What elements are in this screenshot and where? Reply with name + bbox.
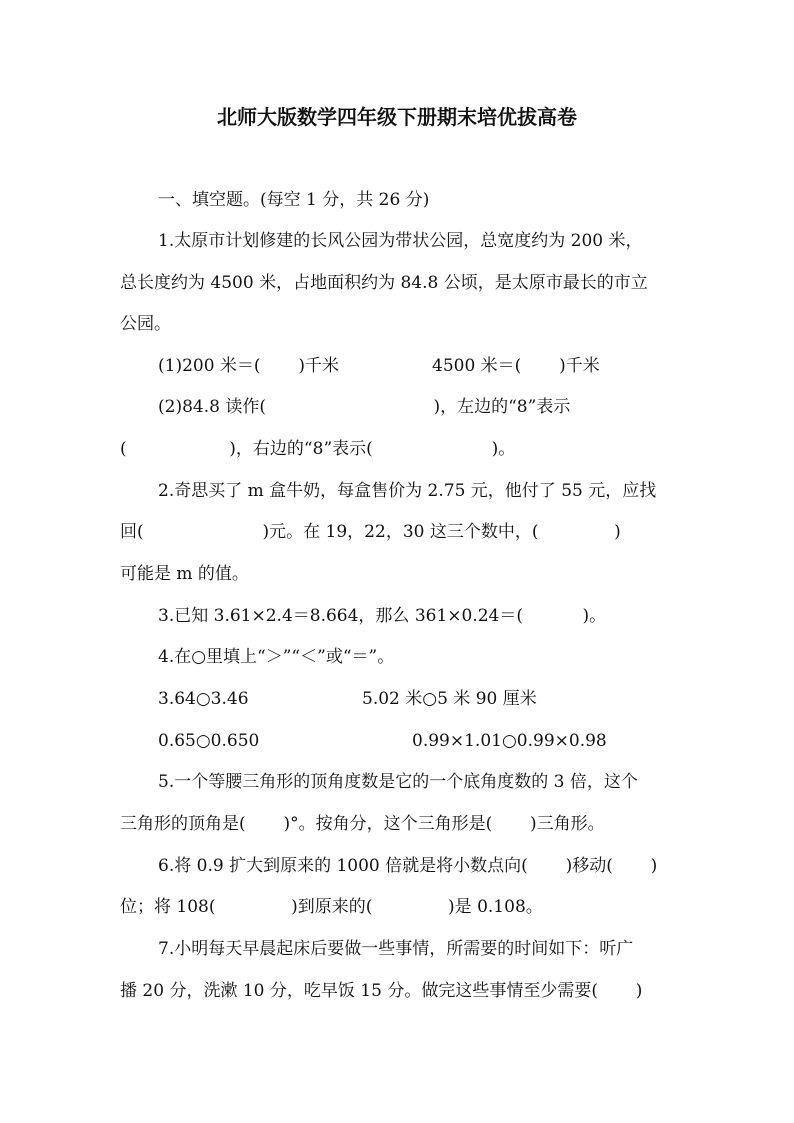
question-1-part-1a: (1)200 米＝( )千米 (158, 356, 340, 376)
question-1-line-1: 1.太原市计划修建的长风公园为带状公园，总宽度约为 200 米， (158, 231, 643, 251)
question-4-item-c: 0.65○0.650 (158, 731, 260, 751)
question-1-part-1b: 4500 米＝( )千米 (432, 356, 600, 376)
question-1-line-2: 总长度约为 4500 米，占地面积约为 84.8 公顷，是太原市最长的市立 (120, 273, 648, 293)
question-2-line-1: 2.奇思买了 m 盒牛奶，每盒售价为 2.75 元，他付了 55 元，应找 (158, 481, 657, 501)
question-1-line-3: 公园。 (120, 314, 171, 334)
question-4-item-a: 3.64○3.46 (158, 689, 249, 709)
question-2-line-3: 可能是 m 的值。 (120, 564, 249, 584)
question-4-item-d: 0.99×1.01○0.99×0.98 (412, 731, 607, 751)
page-title: 北师大版数学四年级下册期末培优拔高卷 (217, 105, 577, 129)
question-4-item-b: 5.02 米○5 米 90 厘米 (362, 689, 537, 709)
question-2-line-2: 回( )元。在 19，22，30 这三个数中，( ) (120, 522, 621, 542)
question-5-line-2: 三角形的顶角是( )°。按角分，这个三角形是( )三角形。 (120, 814, 605, 834)
question-7-line-2: 播 20 分，洗漱 10 分，吃早饭 15 分。做完这些事情至少需要( ) (120, 981, 643, 1001)
question-4-line-1: 4.在○里填上“＞”“＜”或“＝”。 (158, 647, 395, 667)
question-5-line-1: 5.一个等腰三角形的顶角度数是它的一个底角度数的 3 倍，这个 (158, 772, 638, 792)
question-6-line-1: 6.将 0.9 扩大到原来的 1000 倍就是将小数点向( )移动( ) (158, 856, 658, 876)
question-1-part-2a: (2)84.8 读作( )，左边的“8”表示 (158, 397, 571, 417)
section-heading: 一、填空题。(每空 1 分，共 26 分) (158, 190, 430, 210)
question-1-part-2b: ( )，右边的“8”表示( )。 (120, 439, 516, 459)
question-3: 3.已知 3.61×2.4＝8.664，那么 361×0.24＝( )。 (158, 606, 607, 626)
question-7-line-1: 7.小明每天早晨起床后要做一些事情，所需要的时间如下：听广 (158, 939, 634, 959)
question-6-line-2: 位；将 108( )到原来的( )是 0.108。 (120, 897, 543, 917)
